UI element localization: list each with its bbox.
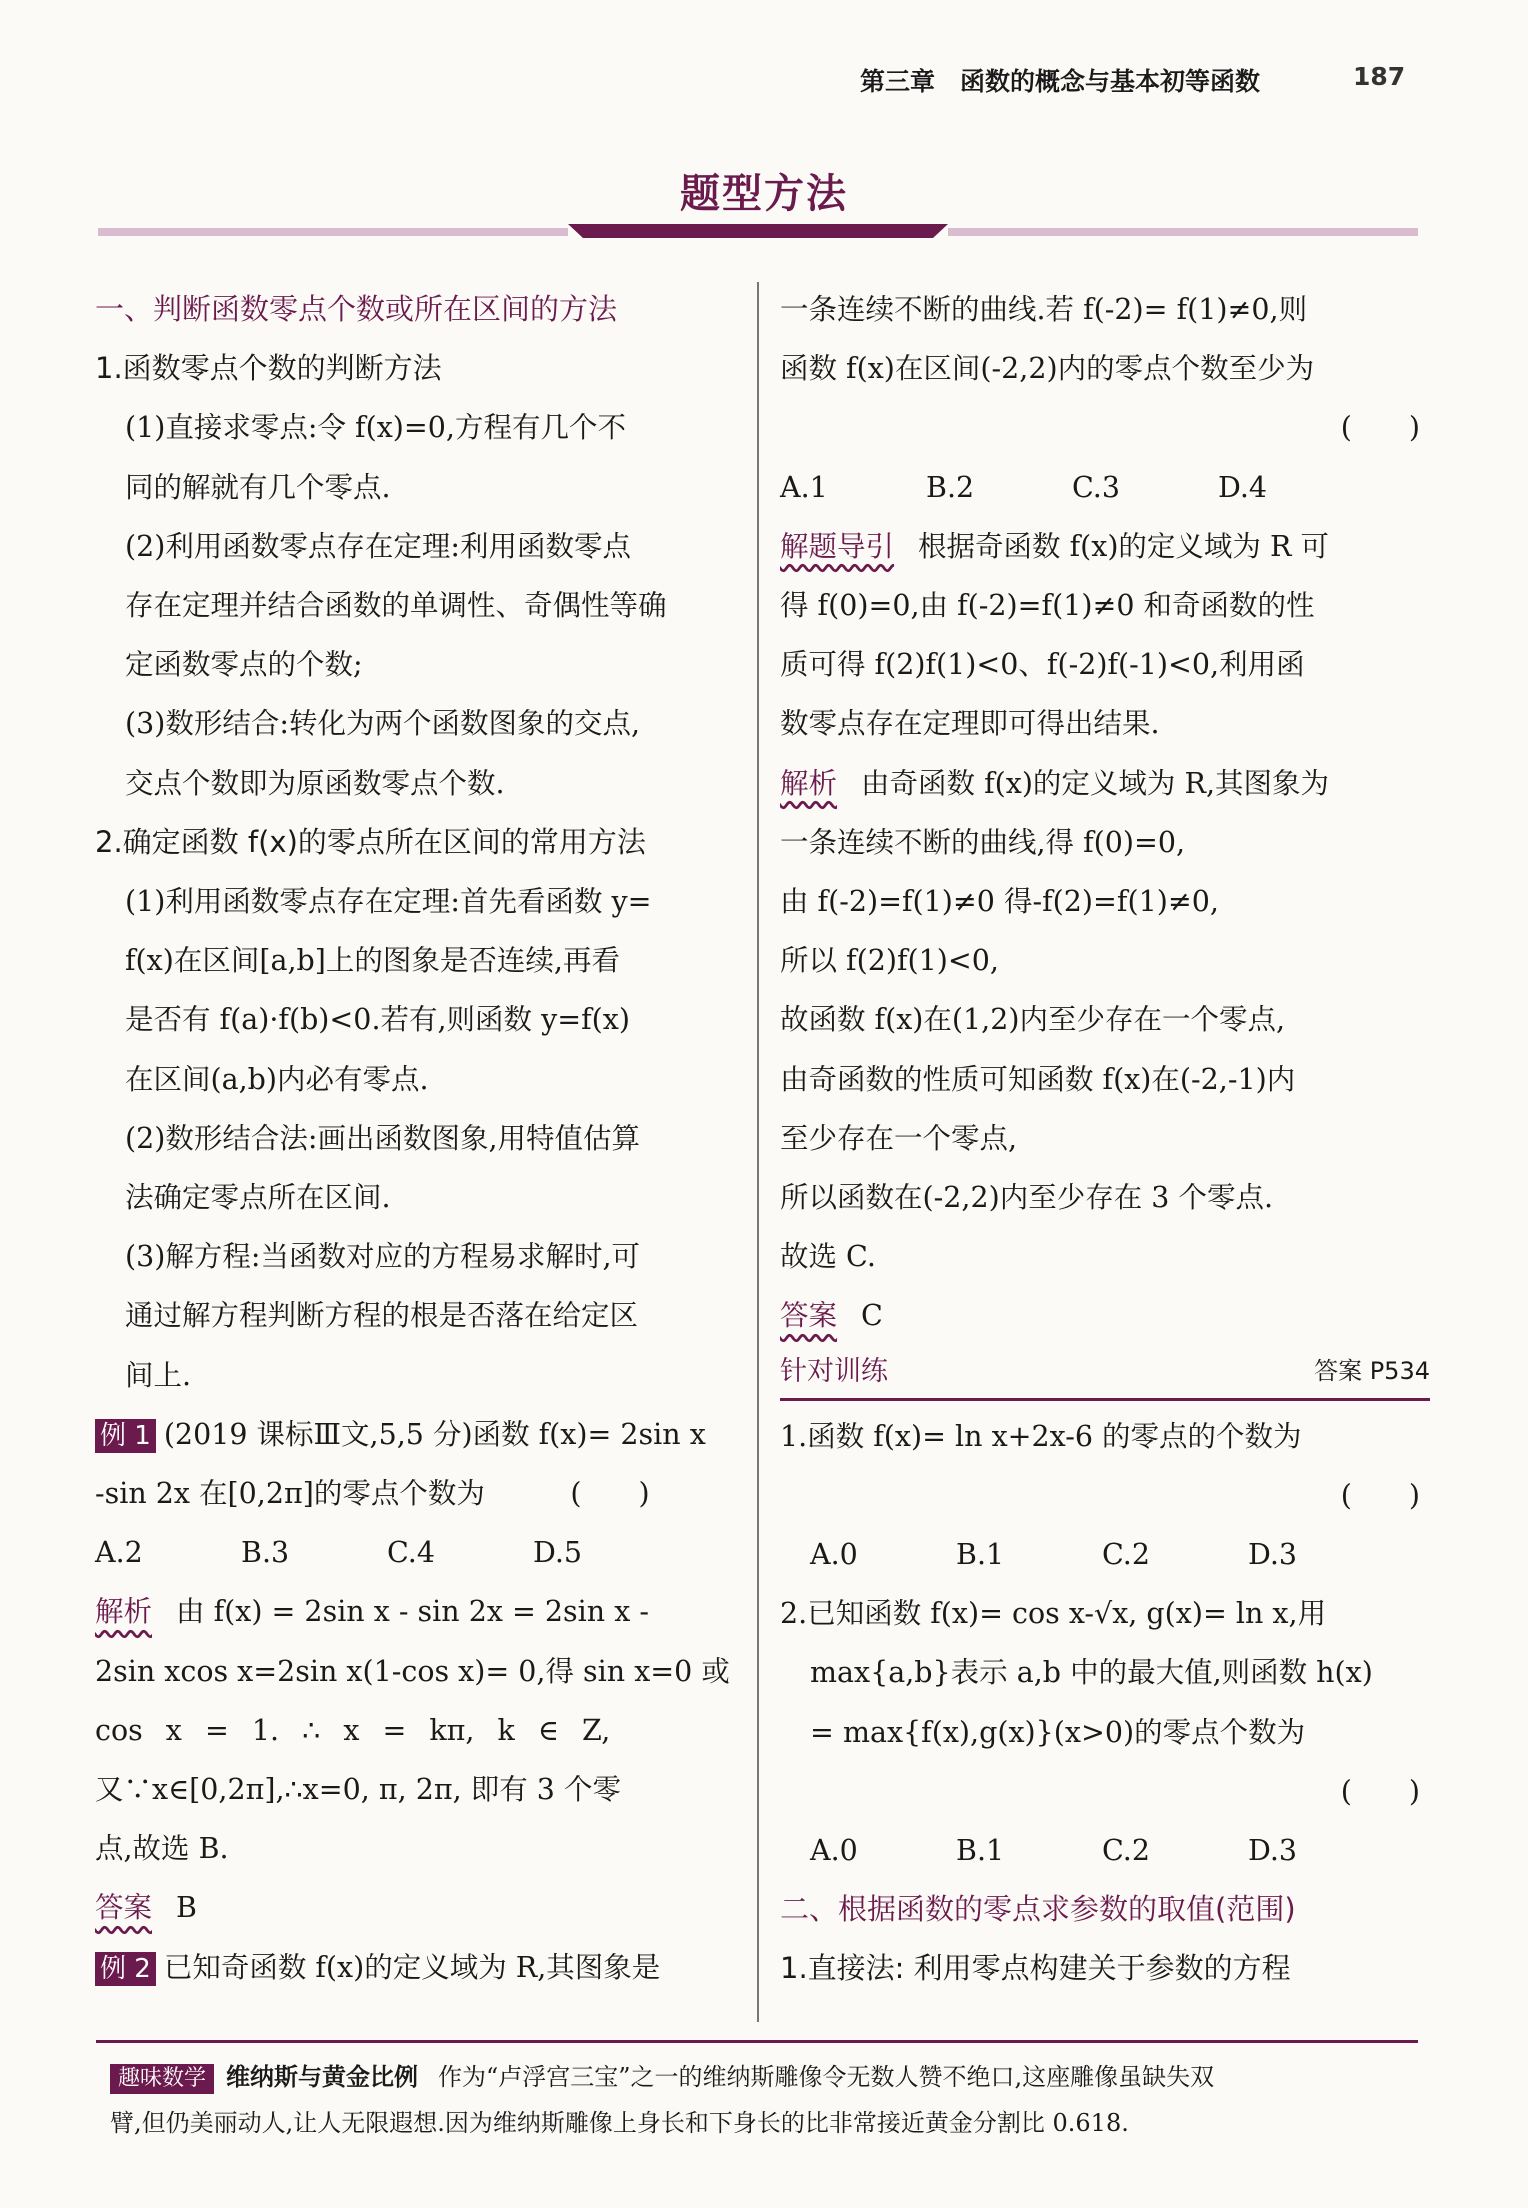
method-line: 定函数零点的个数;: [125, 648, 363, 682]
example-1-options: [95, 1523, 745, 1582]
fun-math-tag: 趣味数学: [110, 2064, 214, 2094]
example-1-solution: [95, 1582, 745, 1641]
solution-line: 所以函数在(-2,2)内至少存在 3 个零点.: [780, 1181, 1274, 1215]
fun-math-text: 臂,但仍美丽动人,让人无限遐想.因为维纳斯雕像上身长和下身长的比非常接近黄金分割比 0.618.: [110, 2109, 1129, 2137]
section-2-line: 1.直接法: 利用零点构建关于参数的方程: [780, 1951, 1291, 1986]
guide-line: 数零点存在定理即可得出结果.: [780, 707, 1160, 741]
question-2-line: = max{f(x),g(x)}(x>0)的零点个数为: [810, 1715, 1306, 1749]
left-column: [95, 280, 745, 1997]
fun-math-text: 作为“卢浮宫三宝”之一的维纳斯雕像令无数人赞不绝口,这座雕像虽缺失双: [438, 2063, 1215, 2091]
answer-blank: ( ): [1340, 411, 1420, 445]
solution-label: 解析: [780, 766, 838, 800]
answer-value: B: [176, 1891, 197, 1925]
method-line: 同的解就有几个零点.: [125, 470, 391, 504]
option-b: B.3: [241, 1536, 290, 1570]
answer-blank: ( ): [1340, 1478, 1420, 1512]
example-1-answer: [95, 1878, 745, 1937]
solution-line: 至少存在一个零点,: [780, 1121, 1018, 1155]
option-c: C.2: [1102, 1538, 1150, 1572]
guide-label: 解题导引: [780, 529, 895, 563]
method-heading: 一、判断函数零点个数或所在区间的方法: [95, 292, 618, 326]
method-line: 通过解方程判断方程的根是否落在给定区: [125, 1299, 639, 1333]
solution-line: cos x = 1. ∴ x = kπ, k ∈ Z,: [95, 1713, 611, 1747]
example-1-line2: -sin 2x 在[0,2π]的零点个数为 ( ): [95, 1477, 650, 1511]
example-2-cont: 函数 f(x)在区间(-2,2)内的零点个数至少为: [780, 352, 1315, 386]
option-d: D.3: [1248, 1834, 1298, 1868]
column-divider: [757, 282, 759, 2022]
page-number: 187: [1353, 62, 1406, 91]
solution-line: 由奇函数 f(x)的定义域为 R,其图象为: [861, 766, 1330, 800]
method-line: (2)数形结合法:画出函数图象,用特值估算: [125, 1121, 641, 1155]
training-answer-ref: 答案 P534: [1314, 1357, 1430, 1386]
answer-label: 答案: [780, 1299, 838, 1333]
solution: [780, 754, 1430, 813]
example-2-label: 例 2: [95, 1952, 156, 1986]
option-c: C.3: [1072, 470, 1120, 504]
method-line: (3)数形结合:转化为两个函数图象的交点,: [125, 707, 641, 741]
example-2: [95, 1938, 745, 1997]
question-1: 1.函数 f(x)= ln x+2x-6 的零点的个数为: [780, 1419, 1302, 1453]
answer: [780, 1286, 1430, 1345]
solution-line: 故选 C.: [780, 1240, 876, 1274]
question-1-options: [780, 1525, 1430, 1584]
method-line: 存在定理并结合函数的单调性、奇偶性等确: [125, 589, 667, 623]
method-line: (1)直接求零点:令 f(x)=0,方程有几个不: [125, 411, 626, 445]
solution-line: 由 f(x) = 2sin x - sin 2x = 2sin x -: [176, 1595, 649, 1629]
method-line: 是否有 f(a)·f(b)<0.若有,则函数 y=f(x): [125, 1003, 630, 1037]
solution-line: 2sin xcos x=2sin x(1-cos x)= 0,得 sin x=0 或: [95, 1654, 730, 1688]
option-b: B.1: [956, 1538, 1005, 1572]
option-d: D.4: [1218, 470, 1268, 504]
solution-label: 解析: [95, 1595, 153, 1629]
training-header: [780, 1346, 1430, 1401]
section-2-heading: 二、根据函数的零点求参数的取值(范围): [780, 1892, 1296, 1927]
solution-line: 一条连续不断的曲线,得 f(0)=0,: [780, 825, 1186, 859]
solution-line: 由奇函数的性质可知函数 f(x)在(-2,-1)内: [780, 1062, 1296, 1096]
solution-line: 所以 f(2)f(1)<0,: [780, 944, 999, 978]
example-2-options: [780, 458, 1430, 517]
chapter-title: 第三章 函数的概念与基本初等函数: [860, 67, 1261, 96]
page-title: 题型方法: [680, 171, 848, 217]
fun-math-title: 维纳斯与黄金比例: [226, 2063, 419, 2091]
answer-label: 答案: [95, 1891, 153, 1925]
method-line: (3)解方程:当函数对应的方程易求解时,可: [125, 1240, 641, 1274]
training-title: 针对训练: [780, 1356, 888, 1388]
page-header: [0, 56, 1528, 106]
option-d: D.5: [533, 1536, 583, 1570]
solution-line: 又∵x∈[0,2π],∴x=0, π, 2π, 即有 3 个零: [95, 1773, 621, 1807]
option-b: B.1: [956, 1834, 1005, 1868]
question-2-options: [780, 1821, 1430, 1880]
option-a: A.1: [780, 470, 828, 504]
fun-math-box: [110, 2054, 1410, 2146]
title-band: [98, 224, 1418, 242]
guide-line: 根据奇函数 f(x)的定义域为 R 可: [918, 529, 1330, 563]
option-a: A.2: [95, 1536, 143, 1570]
method-line: (1)利用函数零点存在定理:首先看函数 y=: [125, 885, 652, 919]
method-line: 法确定零点所在区间.: [125, 1181, 391, 1215]
answer-value: C: [861, 1299, 883, 1333]
footer-rule: [96, 2040, 1418, 2043]
method-heading: 1.函数零点个数的判断方法: [95, 351, 442, 386]
option-d: D.3: [1248, 1538, 1298, 1572]
option-c: C.2: [1102, 1834, 1150, 1868]
example-2-line1: 已知奇函数 f(x)的定义域为 R,其图象是: [163, 1950, 661, 1984]
solution-line: 故函数 f(x)在(1,2)内至少存在一个零点,: [780, 1003, 1286, 1037]
method-text: [95, 280, 745, 1405]
example-1: [95, 1405, 745, 1464]
solution-line: 由 f(-2)=f(1)≠0 得-f(2)=f(1)≠0,: [780, 885, 1219, 919]
question-2-line: max{a,b}表示 a,b 中的最大值,则函数 h(x): [810, 1656, 1373, 1690]
method-line: 交点个数即为原函数零点个数.: [125, 766, 505, 800]
example-1-line1: (2019 课标Ⅲ文,5,5 分)函数 f(x)= 2sin x: [163, 1417, 706, 1451]
method-line: (2)利用函数零点存在定理:利用函数零点: [125, 529, 631, 563]
guide: [780, 517, 1430, 576]
guide-line: 得 f(0)=0,由 f(-2)=f(1)≠0 和奇函数的性: [780, 589, 1315, 623]
option-a: A.0: [810, 1834, 858, 1868]
method-heading: 2.确定函数 f(x)的零点所在区间的常用方法: [95, 824, 646, 859]
option-c: C.4: [387, 1536, 435, 1570]
solution-line: 点,故选 B.: [95, 1832, 229, 1866]
right-column: [780, 280, 1430, 1999]
method-line: 在区间(a,b)内必有零点.: [125, 1062, 429, 1096]
example-1-label: 例 1: [95, 1419, 156, 1453]
question-2: 2.已知函数 f(x)= cos x-√x, g(x)= ln x,用: [780, 1597, 1327, 1631]
answer-blank: ( ): [1340, 1774, 1420, 1808]
example-2-cont: 一条连续不断的曲线.若 f(-2)= f(1)≠0,则: [780, 293, 1308, 326]
method-line: f(x)在区间[a,b]上的图象是否连续,再看: [125, 944, 620, 978]
option-b: B.2: [926, 470, 975, 504]
guide-line: 质可得 f(2)f(1)<0、f(-2)f(-1)<0,利用函: [780, 648, 1305, 682]
option-a: A.0: [810, 1538, 858, 1572]
method-line: 间上.: [125, 1358, 192, 1392]
